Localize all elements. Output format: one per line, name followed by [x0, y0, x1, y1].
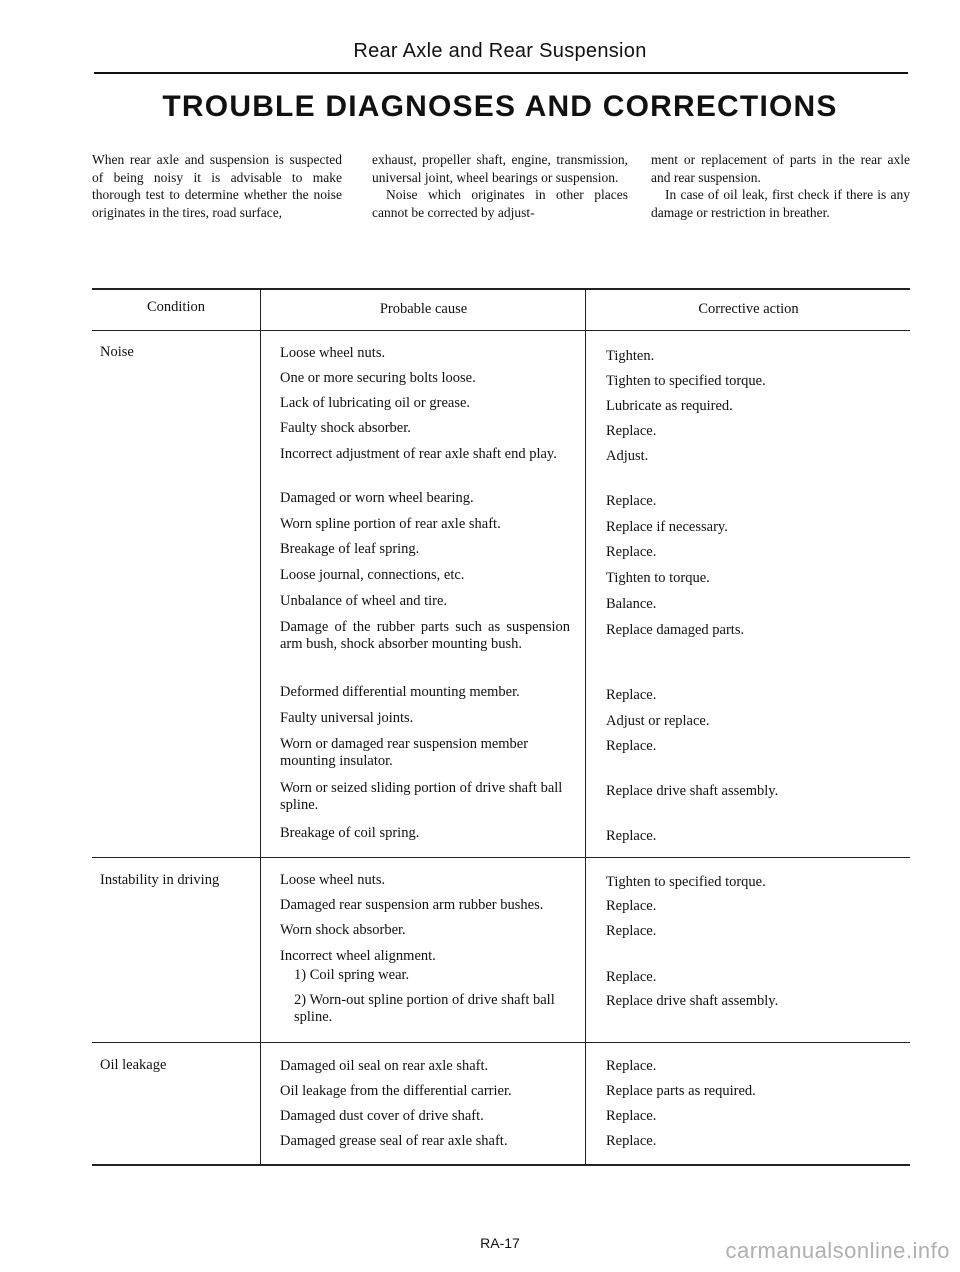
action-item: Replace. [606, 828, 657, 844]
cause-item: Loose journal, connections, etc. [280, 567, 465, 583]
cause-item: Deformed differential mounting member. [280, 684, 520, 700]
action-item: Tighten to specified torque. [606, 373, 766, 389]
cause-item: Loose wheel nuts. [280, 872, 386, 888]
cause-item: Worn shock absorber. [280, 922, 406, 938]
cause-item: Damaged or worn wheel bearing. [280, 490, 474, 506]
action-item: Replace. [606, 969, 657, 985]
action-item: Replace drive shaft assembly. [606, 783, 779, 799]
cause-item: Damaged rear suspension arm rubber bushes. [280, 897, 544, 913]
table-top-rule [92, 288, 910, 290]
intro-paragraph-1: When rear axle and suspension is suspected of being noisy it is advisable to make thorough test to determine whether the noise originates in the tires, road surface, [92, 152, 342, 220]
header-rule [94, 72, 908, 74]
column-divider-1 [260, 288, 261, 1164]
cause-item: Damaged dust cover of drive shaft. [280, 1108, 484, 1124]
action-item: Replace. [606, 1108, 657, 1124]
cause-item: Worn spline portion of rear axle shaft. [280, 516, 501, 532]
intro-paragraph-4: ment or replacement of parts in the rear axle and rear suspension. [651, 152, 910, 185]
header-corrective-action: Corrective action [698, 301, 799, 317]
intro-column-3 [651, 151, 910, 221]
cause-item: Faulty shock absorber. [280, 420, 411, 436]
condition-oil-leakage: Oil leakage [100, 1057, 167, 1073]
table-header-rule [92, 330, 910, 331]
cause-item: Incorrect wheel alignment. [280, 948, 436, 964]
action-item: Tighten to torque. [606, 570, 710, 586]
table-bottom-rule [92, 1164, 910, 1166]
cause-item: Loose wheel nuts. [280, 345, 386, 361]
action-item: Lubricate as required. [606, 398, 733, 414]
cause-item: Breakage of coil spring. [280, 825, 420, 841]
action-item: Replace. [606, 738, 657, 754]
action-item: Replace. [606, 423, 657, 439]
cause-sub-item: 2) Worn-out spline portion of drive shaft ball spline. [294, 992, 555, 1025]
action-item: Replace. [606, 493, 657, 509]
page-title: TROUBLE DIAGNOSES AND CORRECTIONS [162, 90, 838, 123]
cause-item: Worn or seized sliding portion of drive shaft ball spline. [280, 780, 563, 813]
condition-noise: Noise [100, 344, 134, 360]
action-item: Tighten. [606, 348, 655, 364]
intro-paragraph-2: exhaust, propeller shaft, engine, transmission, universal joint, wheel bearings or suspension. [372, 152, 628, 185]
intro-paragraph-5: In case of oil leak, first check if there is any damage or restriction in breather. [651, 187, 910, 220]
intro-column-2 [372, 151, 628, 221]
action-item: Replace drive shaft assembly. [606, 993, 779, 1009]
action-item: Replace if necessary. [606, 519, 728, 535]
cause-item: Worn or damaged rear suspension member mounting insulator. [280, 736, 529, 769]
cause-sub-item: 1) Coil spring wear. [294, 967, 410, 983]
cause-item: Faulty universal joints. [280, 710, 414, 726]
action-item: Replace. [606, 544, 657, 560]
action-item: Balance. [606, 596, 657, 612]
column-divider-2 [585, 288, 586, 1164]
action-item: Tighten to specified torque. [606, 874, 766, 890]
intro-paragraph-3: Noise which originates in other places cannot be corrected by adjust- [372, 187, 628, 220]
cause-item: Damage of the rubber parts such as suspension arm bush, shock absorber mounting bush. [280, 619, 570, 652]
cause-item: Damaged oil seal on rear axle shaft. [280, 1058, 489, 1074]
group-divider-2 [92, 1042, 910, 1043]
action-item: Replace. [606, 1058, 657, 1074]
condition-instability: Instability in driving [100, 872, 220, 888]
group-divider-1 [92, 857, 910, 858]
page-number: RA-17 [480, 1235, 520, 1251]
cause-item: Damaged grease seal of rear axle shaft. [280, 1133, 508, 1149]
cause-item: One or more securing bolts loose. [280, 370, 476, 386]
action-item: Replace damaged parts. [606, 622, 745, 638]
action-item: Replace. [606, 923, 657, 939]
action-item: Replace. [606, 687, 657, 703]
cause-item: Lack of lubricating oil or grease. [280, 395, 471, 411]
action-item: Replace. [606, 898, 657, 914]
intro-column-1 [92, 151, 342, 221]
cause-item: Unbalance of wheel and tire. [280, 593, 448, 609]
watermark: carmanualsonline.info [725, 1238, 950, 1263]
header-probable-cause: Probable cause [379, 301, 468, 317]
action-item: Adjust. [606, 448, 649, 464]
action-item: Replace parts as required. [606, 1083, 756, 1099]
cause-item: Incorrect adjustment of rear axle shaft end play. [280, 446, 557, 462]
cause-item: Breakage of leaf spring. [280, 541, 420, 557]
cause-item: Oil leakage from the differential carrier. [280, 1083, 512, 1099]
action-item: Adjust or replace. [606, 713, 710, 729]
running-header: Rear Axle and Rear Suspension [353, 40, 647, 62]
action-item: Replace. [606, 1133, 657, 1149]
header-condition: Condition [146, 299, 205, 315]
